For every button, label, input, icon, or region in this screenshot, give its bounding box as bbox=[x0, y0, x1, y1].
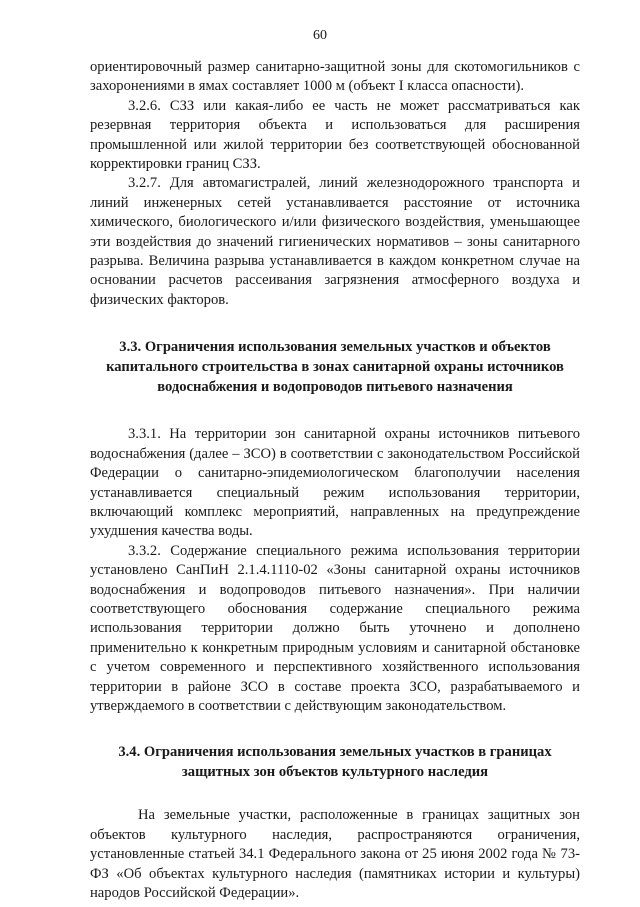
section-heading-3-3: 3.3. Ограничения использования земельных участков и объектов капитального строительства в зонах санитарной охраны источников водоснабжения и водопроводов питьевого назначения bbox=[106, 339, 564, 396]
page-number: 60 bbox=[313, 28, 327, 43]
paragraph-3-2-7: 3.2.7. Для автомагистралей, линий железнодорожного транспорта и линий инженерных сетей устанавливается расстояние от источника химического, биологического и/или физического воздействия, уменьшающее эти воздействия до значений гигиенических нормативов – зоны санитарного разрыва. Величина разрыва устанавливается в каждом конкретном случае на основании расчетов рассеивания загрязнения атмосферного воздуха и физических факторов. bbox=[90, 175, 580, 308]
paragraph-3-3-2: 3.3.2. Содержание специального режима использования территории установлено СанПиН 2.1.4.1110-02 «Зоны санитарной охраны источников водоснабжения и водопроводов питьевого назначения». При наличии соответствующего обоснования содержание специального режима использования территории должно быть уточнено и дополнено применительно к конкретным природным условиям и санитарной обстановке с учетом современного и перспективного хозяйственного использования территории в районе ЗСО в составе проекта ЗСО, разрабатываемого и утверждаемого в соответствии с действующим законодательством. bbox=[90, 542, 580, 714]
section-heading-3-4: 3.4. Ограничения использования земельных участков в границах защитных зон объектов культурного наследия bbox=[118, 744, 552, 781]
document-body bbox=[90, 58, 580, 903]
paragraph-continuation: ориентировочный размер санитарно-защитной зоны для скотомогильников с захоронениями в ямах составляет 1000 м (объект I класса опасности). bbox=[90, 59, 580, 95]
paragraph-3-3-1: 3.3.1. На территории зон санитарной охраны источников питьевого водоснабжения (далее – ЗСО) в соответствии с законодательством Российской Федерации о санитарно-эпидемиологическом благополучии населения устанавливается специальный режим использования территории, включающий комплекс мероприятий, направленных на предупреждение ухудшения качества воды. bbox=[90, 426, 580, 540]
paragraph-3-4-body: На земельные участки, расположенные в границах защитных зон объектов культурного наследия, распространяются ограничения, установленные статьей 34.1 Федерального закона от 25 июня 2002 года № 73-ФЗ «Об объектах культурного наследия (памятниках истории и культуры) народов Российской Федерации». bbox=[90, 807, 580, 901]
paragraph-3-2-6: 3.2.6. СЗЗ или какая-либо ее часть не может рассматриваться как резервная территория объекта и использоваться для расширения промышленной или жилой территории без соответствующей обоснованной корректировки границ СЗЗ. bbox=[90, 97, 580, 173]
